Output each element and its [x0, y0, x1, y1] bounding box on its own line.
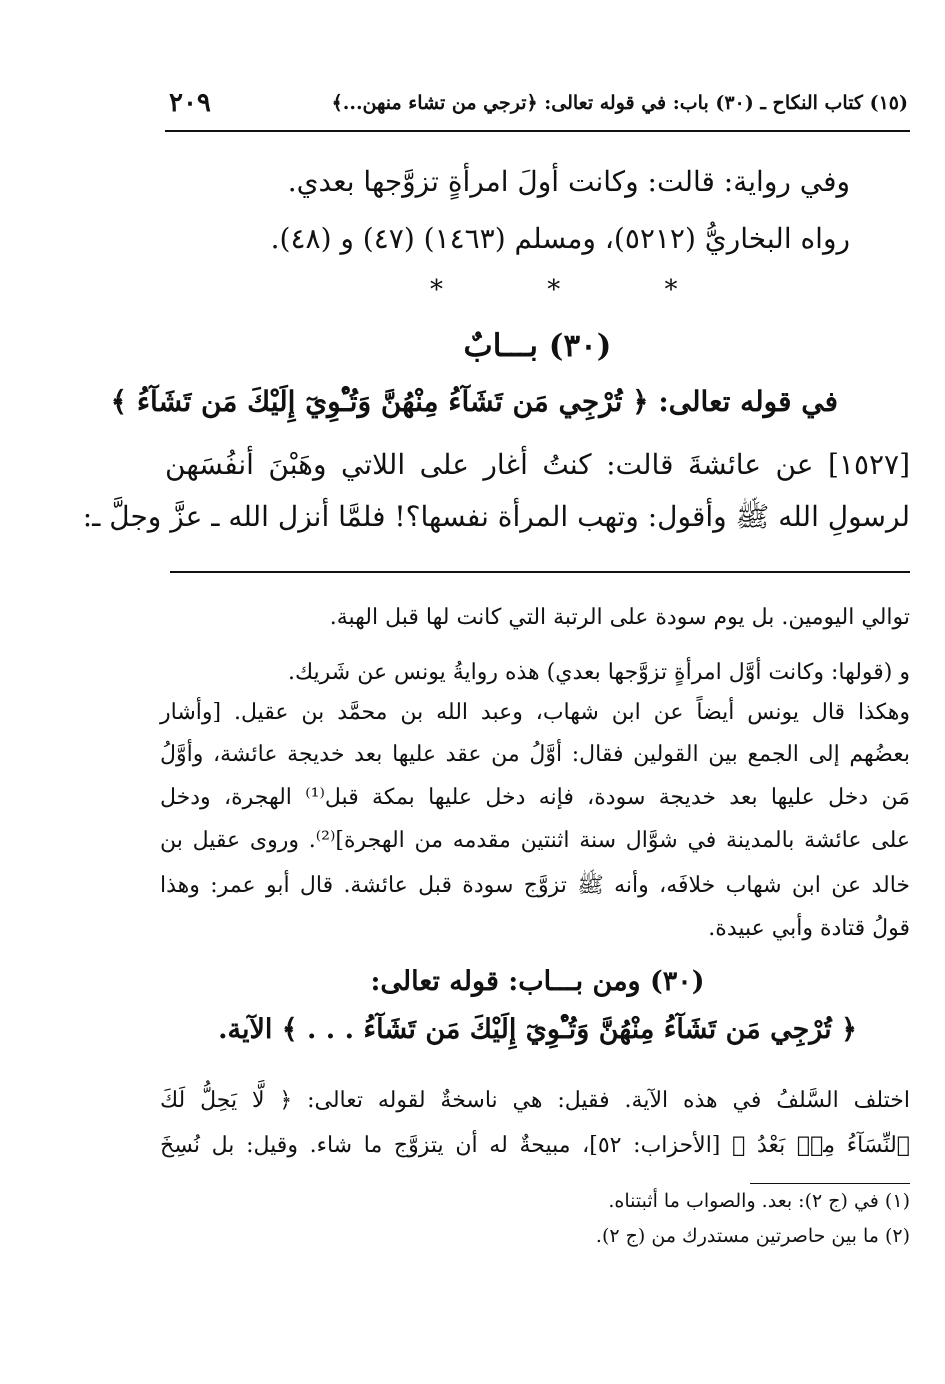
- commentary-sub-heading: (٣٠) ومن بـــاب: قوله تعالى:: [370, 966, 705, 997]
- commentary-line: مَن دخل عليها بعد خديجة سودة، فإنه دخل عليها بمكة قبل⁽¹⁾ الهجرة، ودخل: [160, 785, 911, 810]
- chapter-verse: ﴿ تُرْجِي مَن تَشَآءُ مِنْهُنَّ وَتُـْٔوِيٓ إِلَيْكَ مَن تَشَآءُ ﴾: [110, 385, 649, 418]
- header-rule: [165, 130, 910, 132]
- page-number: ٢٠٩: [169, 88, 211, 118]
- commentary-line: توالي اليومين. بل يوم سودة على الرتبة التي كانت لها قبل الهبة.: [329, 605, 910, 630]
- hadith-variant-line: وفي رواية: قالت: وكانت أولَ امرأةٍ تزوَّجها بعدي.: [287, 165, 850, 198]
- commentary-line: و (قولها: وكانت أوَّل امرأةٍ تزوَّجها بعدي) هذه روايةُ يونس عن شَريك.: [287, 660, 910, 685]
- commentary-line: وهكذا قال يونس أيضاً عن ابن شهاب، وعبد الله بن محمَّد بن عقيل. [وأشار: [160, 700, 910, 725]
- chapter-heading: (٣٠) بـــابٌ: [463, 328, 612, 364]
- chapter-title: [110, 385, 838, 418]
- section-divider-stars: * * *: [430, 275, 726, 305]
- footnote-1: (١) في (ج ٢): بعد. والصواب ما أثبتناه.: [608, 1190, 910, 1212]
- commentary-line: قولُ قتادة وأبي عبيدة.: [708, 916, 910, 941]
- running-title: (١٥) كتاب النكاح ـ (٣٠) باب: في قوله تعالى: ﴿ترجي من تشاء منهن...﴾: [331, 92, 908, 114]
- commentary-line: ٱلنِّسَآءُ مِنۢ بَعْدُ ﴾ [الأحزاب: ٥٢]، مبيحةٌ له أن يتزوَّج ما شاء. وقيل: بل نُسِخَ: [160, 1133, 910, 1158]
- running-header: [165, 88, 910, 124]
- commentary-sub-verse: ﴿ تُرْجِي مَن تَشَآءُ مِنْهُنَّ وَتُـْٔوِيٓ إِلَيْكَ مَن تَشَآءُ . . . ﴾ الآية.: [218, 1014, 857, 1045]
- footnote-2: (٢) ما بين حاصرتين مستدرك من (ج ٢).: [595, 1225, 910, 1247]
- hadith-source-line: رواه البخاريُّ (٥٢١٢)، ومسلم (١٤٦٣) (٤٧) و (٤٨).: [270, 222, 850, 255]
- commentary-line: خالد عن ابن شهاب خلافَه، وأنه ﷺ تزوَّج سودة قبل عائشة. قال أبو عمر: وهذا: [160, 873, 910, 898]
- commentary-line: اختلف السَّلفُ في هذه الآية. فقيل: هي ناسخةٌ لقوله تعالى: ﴿ لَّا يَحِلُّ لَكَ: [160, 1088, 910, 1113]
- commentary-separator: [170, 571, 910, 573]
- hadith-1527-line-1: [١٥٢٧] عن عائشةَ قالت: كنتُ أغار على اللاتي وهَبْنَ أنفُسَهن: [165, 448, 910, 481]
- footnote-rule: [750, 1183, 910, 1184]
- commentary-line: بعضُهم إلى الجمع بين القولين فقال: أوَّلُ من عقد عليها بعد خديجة عائشة، وأوَّلُ: [160, 742, 910, 767]
- hadith-1527-line-2: لرسولِ الله ﷺ وأقول: وتهب المرأة نفسها؟! فلمَّا أنزل الله ـ عزَّ وجلَّ ـ:: [82, 500, 910, 533]
- chapter-title-prefix: في قوله تعالى:: [658, 385, 838, 418]
- commentary-line: على عائشة بالمدينة في شوَّال سنة اثنتين مقدمه من الهجرة]⁽²⁾. وروى عقيل بن: [160, 828, 910, 853]
